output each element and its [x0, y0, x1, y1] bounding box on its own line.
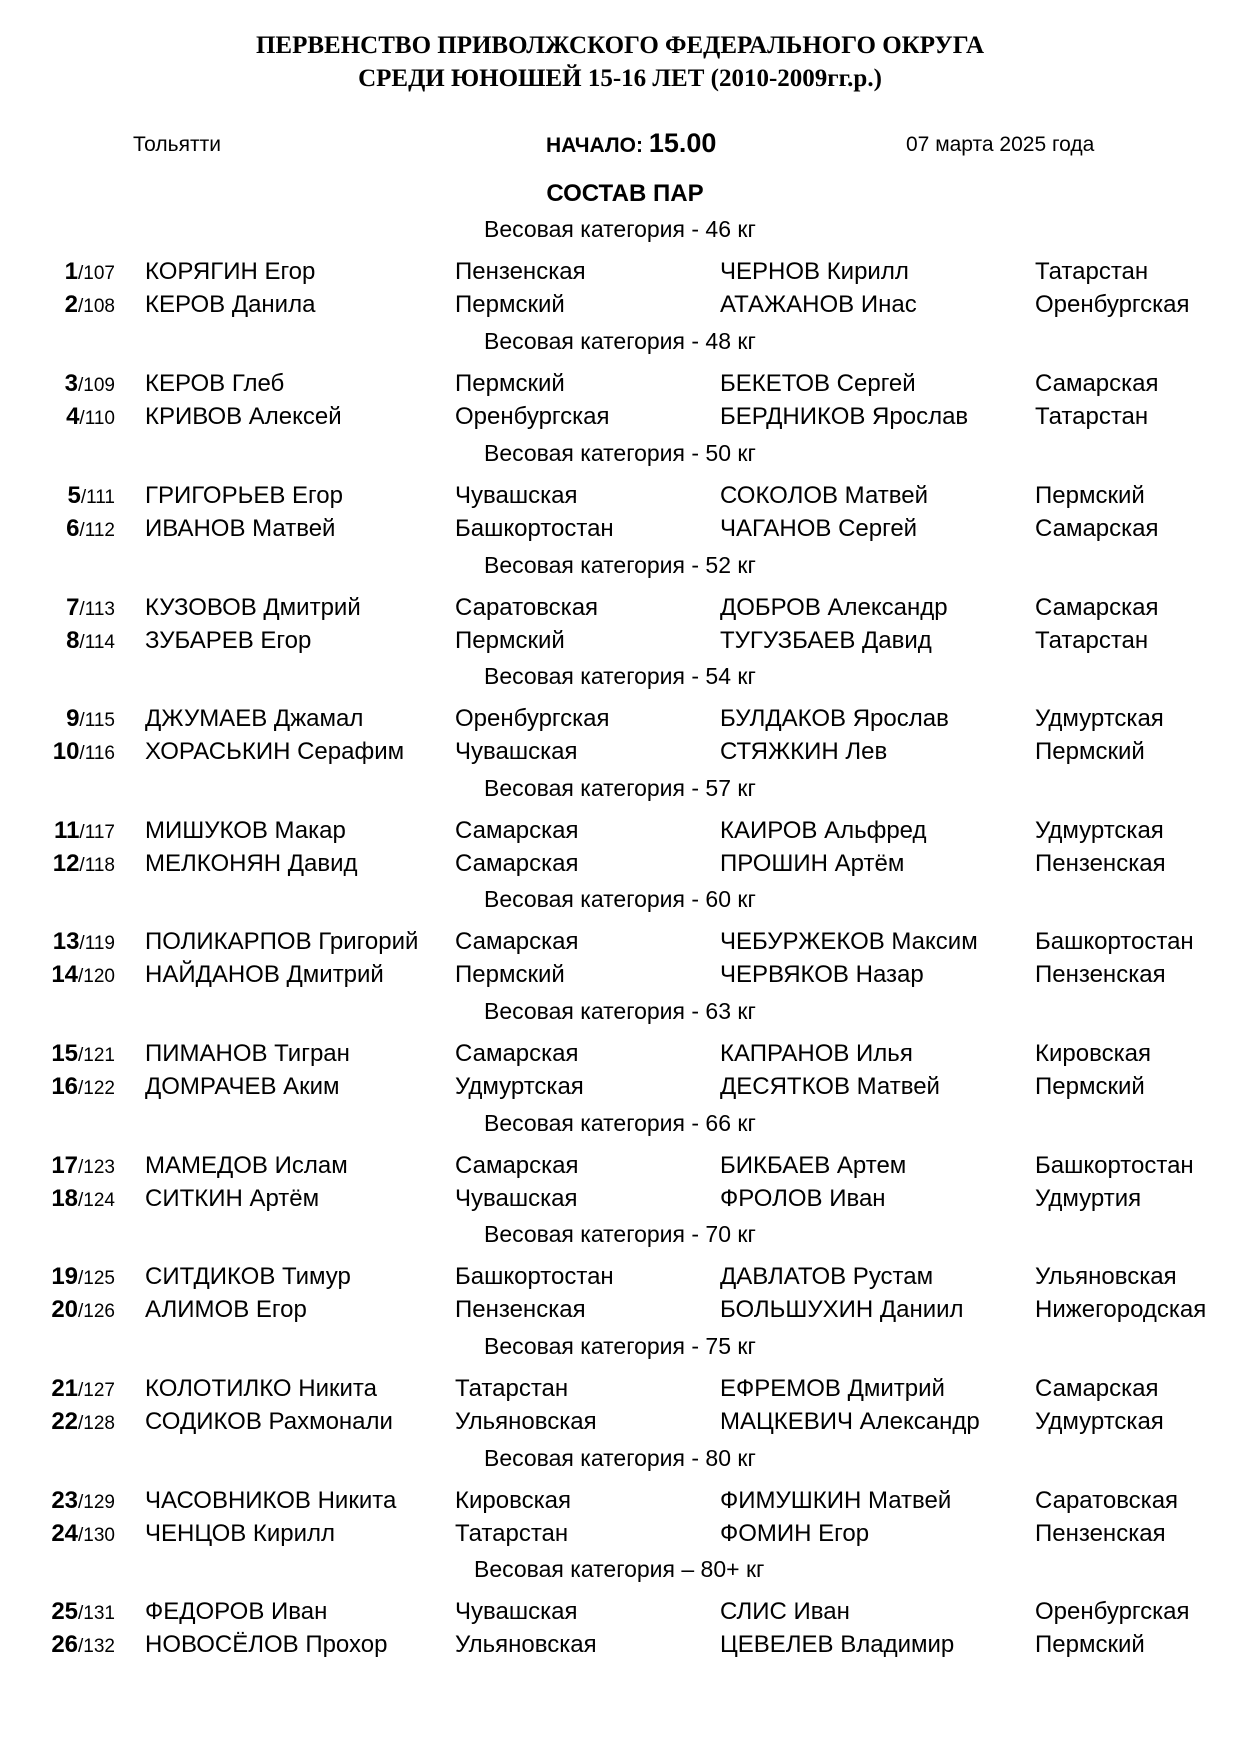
athlete-2-region: Самарская: [1035, 515, 1159, 542]
pair-index: 17: [51, 1152, 79, 1179]
athlete-2-name: ТУГУЗБАЕВ Давид: [720, 627, 932, 654]
pair-row: [0, 1038, 1240, 1070]
weight-category-label: Весовая категория - 52 кг: [484, 552, 756, 578]
athlete-1-name: ДЖУМАЕВ Джамал: [145, 705, 364, 732]
bout-code: /124: [78, 1190, 115, 1211]
pair-row: [0, 926, 1240, 958]
athlete-2-region: Самарская: [1035, 1375, 1159, 1402]
athlete-2-region: Удмуртская: [1035, 1408, 1164, 1435]
athlete-1-region: Татарстан: [455, 1520, 569, 1547]
pair-index: 7: [66, 594, 80, 621]
athlete-2-name: ЧАГАНОВ Сергей: [720, 515, 918, 542]
athlete-2-region: Саратовская: [1035, 1487, 1179, 1514]
athlete-2-name: КАПРАНОВ Илья: [720, 1040, 913, 1067]
pair-row: [0, 1294, 1240, 1326]
start-time: [546, 128, 716, 159]
pair-index: 4: [66, 403, 80, 430]
pair-number: [51, 959, 115, 993]
pair-number: [51, 1261, 115, 1295]
athlete-2-region: Нижегородская: [1035, 1296, 1207, 1323]
pair-number: [67, 480, 115, 514]
weight-category-label: Весовая категория - 75 кг: [484, 1333, 756, 1359]
weight-category-label: Весовая категория - 70 кг: [484, 1221, 756, 1247]
pair-row: [0, 625, 1240, 657]
bout-code: /116: [79, 743, 115, 764]
pair-index: 12: [52, 850, 80, 877]
athlete-1-name: ХОРАСЬКИН Серафим: [145, 738, 405, 765]
pair-number: [53, 926, 115, 960]
athlete-2-name: БЕРДНИКОВ Ярослав: [720, 403, 969, 430]
pair-index: 21: [51, 1375, 79, 1402]
athlete-1-name: ФЕДОРОВ Иван: [145, 1598, 328, 1625]
pair-row: [0, 1596, 1240, 1628]
pair-index: 22: [51, 1408, 79, 1435]
athlete-1-region: Пермский: [455, 627, 565, 654]
athlete-2-name: АТАЖАНОВ Инас: [720, 291, 917, 318]
athlete-1-region: Пензенская: [455, 1296, 586, 1323]
pair-index: 23: [51, 1487, 79, 1514]
pair-row: [0, 289, 1240, 321]
bout-code: /112: [79, 520, 115, 541]
pair-row: [0, 1071, 1240, 1103]
athlete-2-name: ДАВЛАТОВ Рустам: [720, 1263, 934, 1290]
athlete-1-name: НОВОСЁЛОВ Прохор: [145, 1631, 388, 1658]
athlete-2-region: Оренбургская: [1035, 291, 1190, 318]
athlete-2-region: Кировская: [1035, 1040, 1151, 1067]
athlete-1-region: Кировская: [455, 1487, 571, 1514]
pair-index: 3: [64, 370, 79, 397]
pair-index: 16: [51, 1073, 79, 1100]
pair-row: [0, 368, 1240, 400]
athlete-1-name: ГРИГОРЬЕВ Егор: [145, 482, 343, 509]
weight-category-label: Весовая категория - 66 кг: [484, 1110, 756, 1136]
pair-number: [53, 848, 115, 882]
bout-code: /114: [79, 632, 115, 653]
bout-code: /131: [78, 1603, 115, 1624]
pair-number: [51, 1294, 115, 1328]
bout-code: /117: [79, 822, 115, 843]
athlete-2-region: Пензенская: [1035, 1520, 1166, 1547]
athlete-1-region: Пермский: [455, 291, 565, 318]
pair-number: [51, 1071, 115, 1105]
pair-number: [51, 1485, 115, 1519]
athlete-1-name: КРИВОВ Алексей: [145, 403, 342, 430]
pair-number: [66, 513, 115, 547]
athlete-1-region: Оренбургская: [455, 403, 610, 430]
athlete-2-region: Удмуртская: [1035, 705, 1164, 732]
pair-number: [51, 1596, 115, 1630]
pair-row: [0, 736, 1240, 768]
city: Тольятти: [133, 133, 221, 156]
athlete-2-region: Ульяновская: [1035, 1263, 1177, 1290]
athlete-2-region: Пермский: [1035, 482, 1145, 509]
athlete-2-name: БУЛДАКОВ Ярослав: [720, 705, 949, 732]
athlete-1-name: КОРЯГИН Егор: [145, 258, 316, 285]
athlete-1-region: Самарская: [455, 850, 579, 877]
pair-index: 15: [51, 1040, 79, 1067]
bout-code: /109: [78, 375, 115, 396]
athlete-2-region: Пермский: [1035, 738, 1145, 765]
athlete-2-name: БОЛЬШУХИН Даниил: [720, 1296, 964, 1323]
athlete-1-region: Чувашская: [455, 738, 578, 765]
bout-code: /118: [79, 855, 115, 876]
athlete-1-region: Пермский: [455, 370, 565, 397]
bout-code: /130: [78, 1525, 115, 1546]
pair-number: [51, 1183, 115, 1217]
pair-index: 11: [54, 817, 80, 844]
pair-number: [53, 736, 115, 770]
athlete-1-region: Башкортостан: [455, 515, 614, 542]
pair-row: [0, 592, 1240, 624]
pair-number: [66, 592, 115, 626]
athlete-2-region: Башкортостан: [1035, 928, 1194, 955]
athlete-2-name: ЕФРЕМОВ Дмитрий: [720, 1375, 945, 1402]
bout-code: /110: [79, 408, 115, 429]
athlete-1-region: Башкортостан: [455, 1263, 614, 1290]
weight-category-label: Весовая категория - 57 кг: [484, 775, 756, 801]
pair-number: [51, 1406, 115, 1440]
athlete-2-region: Пермский: [1035, 1073, 1145, 1100]
athlete-2-region: Самарская: [1035, 594, 1159, 621]
athlete-2-region: Татарстан: [1035, 403, 1149, 430]
athlete-1-name: ЗУБАРЕВ Егор: [145, 627, 312, 654]
athlete-2-region: Пензенская: [1035, 850, 1166, 877]
athlete-1-name: ЧАСОВНИКОВ Никита: [145, 1487, 397, 1514]
pair-row: [0, 1150, 1240, 1182]
pair-index: 25: [51, 1598, 79, 1625]
start-label: НАЧАЛО:: [546, 134, 643, 157]
athlete-2-region: Самарская: [1035, 370, 1159, 397]
bout-code: /125: [78, 1268, 115, 1289]
pair-number: [66, 625, 115, 659]
athlete-2-region: Татарстан: [1035, 627, 1149, 654]
athlete-1-name: ДОМРАЧЕВ Аким: [145, 1073, 340, 1100]
pair-row: [0, 1406, 1240, 1438]
athlete-1-region: Ульяновская: [455, 1631, 597, 1658]
athlete-1-name: КЕРОВ Данила: [145, 291, 316, 318]
pair-index: 24: [51, 1520, 79, 1547]
athlete-2-name: ПРОШИН Артём: [720, 850, 905, 877]
weight-category-label: Весовая категория – 80+ кг: [474, 1556, 765, 1582]
bout-code: /121: [78, 1045, 115, 1066]
pair-row: [0, 1485, 1240, 1517]
pair-index: 19: [51, 1263, 79, 1290]
athlete-1-region: Самарская: [455, 1152, 579, 1179]
pair-number: [65, 289, 115, 323]
pair-row: [0, 1518, 1240, 1550]
pair-row: [0, 256, 1240, 288]
athlete-2-name: БИКБАЕВ Артем: [720, 1152, 907, 1179]
pair-row: [0, 815, 1240, 847]
bout-code: /107: [78, 263, 115, 284]
pair-index: 13: [52, 928, 80, 955]
athlete-2-name: МАЦКЕВИЧ Александр: [720, 1408, 980, 1435]
athlete-1-region: Пензенская: [455, 258, 586, 285]
pair-index: 26: [51, 1631, 79, 1658]
athlete-2-name: БЕКЕТОВ Сергей: [720, 370, 916, 397]
athlete-1-region: Чувашская: [455, 1598, 578, 1625]
athlete-1-region: Чувашская: [455, 1185, 578, 1212]
pair-row: [0, 1261, 1240, 1293]
athlete-1-region: Самарская: [455, 817, 579, 844]
athlete-1-name: ПОЛИКАРПОВ Григорий: [145, 928, 419, 955]
athlete-1-name: ЧЕНЦОВ Кирилл: [145, 1520, 336, 1547]
athlete-1-name: КЕРОВ Глеб: [145, 370, 285, 397]
weight-category-label: Весовая категория - 80 кг: [484, 1445, 756, 1471]
athlete-2-region: Оренбургская: [1035, 1598, 1190, 1625]
athlete-1-region: Пермский: [455, 961, 565, 988]
athlete-1-name: КОЛОТИЛКО Никита: [145, 1375, 377, 1402]
section-heading: СОСТАВ ПАР: [546, 180, 704, 207]
pair-row: [0, 480, 1240, 512]
athlete-2-region: Татарстан: [1035, 258, 1149, 285]
bout-code: /119: [79, 933, 115, 954]
athlete-2-name: ЧЕБУРЖЕКОВ Максим: [720, 928, 978, 955]
bout-code: /132: [78, 1636, 115, 1657]
pair-row: [0, 1183, 1240, 1215]
pair-number: [65, 368, 115, 402]
bout-code: /108: [78, 296, 115, 317]
pair-row: [0, 959, 1240, 991]
athlete-2-name: ЦЕВЕЛЕВ Владимир: [720, 1631, 955, 1658]
pair-index: 6: [66, 515, 80, 542]
athlete-1-name: НАЙДАНОВ Дмитрий: [145, 961, 384, 988]
athlete-2-name: ДЕСЯТКОВ Матвей: [720, 1073, 940, 1100]
pair-row: [0, 513, 1240, 545]
athlete-1-region: Самарская: [455, 928, 579, 955]
athlete-1-name: МАМЕДОВ Ислам: [145, 1152, 348, 1179]
pair-row: [0, 1373, 1240, 1405]
pair-number: [54, 815, 115, 849]
bout-code: /128: [78, 1413, 115, 1434]
weight-category-label: Весовая категория - 54 кг: [484, 663, 756, 689]
athlete-2-name: СТЯЖКИН Лев: [720, 738, 888, 765]
athlete-2-name: ЧЕРНОВ Кирилл: [720, 258, 909, 285]
bout-code: /120: [78, 966, 115, 987]
athlete-1-name: СИТКИН Артём: [145, 1185, 320, 1212]
athlete-1-region: Ульяновская: [455, 1408, 597, 1435]
bout-code: /115: [79, 710, 115, 731]
pair-index: 5: [67, 482, 81, 509]
athlete-2-name: ЧЕРВЯКОВ Назар: [720, 961, 924, 988]
date: 07 марта 2025 года: [906, 133, 1095, 156]
bout-code: /122: [78, 1078, 115, 1099]
pair-row: [0, 401, 1240, 433]
bout-code: /129: [78, 1492, 115, 1513]
pair-index: 8: [66, 627, 80, 654]
athlete-2-region: Пермский: [1035, 1631, 1145, 1658]
pair-index: 10: [52, 738, 80, 765]
athlete-2-name: ФРОЛОВ Иван: [720, 1185, 886, 1212]
athlete-1-name: МЕЛКОНЯН Давид: [145, 850, 358, 877]
athlete-1-region: Чувашская: [455, 482, 578, 509]
athlete-1-name: СОДИКОВ Рахмонали: [145, 1408, 393, 1435]
athlete-2-name: КАИРОВ Альфред: [720, 817, 927, 844]
weight-category-label: Весовая категория - 48 кг: [484, 328, 756, 354]
bout-code: /113: [79, 599, 115, 620]
pair-row: [0, 703, 1240, 735]
athlete-2-region: Удмуртия: [1035, 1185, 1142, 1212]
document-title: ПЕРВЕНСТВО ПРИВОЛЖСКОГО ФЕДЕРАЛЬНОГО ОКРУГА: [255, 32, 984, 59]
pair-row: [0, 1629, 1240, 1661]
athlete-2-region: Башкортостан: [1035, 1152, 1194, 1179]
bout-code: /126: [78, 1301, 115, 1322]
athlete-1-name: КУЗОВОВ Дмитрий: [145, 594, 361, 621]
weight-category-label: Весовая категория - 63 кг: [484, 998, 756, 1024]
athlete-2-name: ФОМИН Егор: [720, 1520, 870, 1547]
athlete-2-region: Пензенская: [1035, 961, 1166, 988]
athlete-1-name: ПИМАНОВ Тигран: [145, 1040, 350, 1067]
pair-index: 9: [66, 705, 80, 732]
pair-index: 20: [51, 1296, 79, 1323]
athlete-1-region: Самарская: [455, 1040, 579, 1067]
athlete-1-region: Татарстан: [455, 1375, 569, 1402]
pair-row: [0, 848, 1240, 880]
weight-category-label: Весовая категория - 50 кг: [484, 440, 756, 466]
athlete-2-name: СЛИС Иван: [720, 1598, 850, 1625]
bout-code: /127: [78, 1380, 115, 1401]
pair-number: [66, 401, 115, 435]
pair-index: 18: [51, 1185, 79, 1212]
pair-index: 2: [64, 291, 79, 318]
pair-number: [51, 1518, 115, 1552]
athlete-2-name: ФИМУШКИН Матвей: [720, 1487, 952, 1514]
pair-number: [51, 1373, 115, 1407]
start-value: 15.00: [648, 128, 717, 158]
weight-category-label: Весовая категория - 46 кг: [484, 216, 756, 242]
athlete-1-region: Удмуртская: [455, 1073, 584, 1100]
pair-index: 1: [64, 258, 79, 285]
document-subtitle: СРЕДИ ЮНОШЕЙ 15-16 ЛЕТ (2010-2009гг.р.): [358, 65, 882, 92]
athlete-1-name: СИТДИКОВ Тимур: [145, 1263, 351, 1290]
athlete-2-name: ДОБРОВ Александр: [720, 594, 948, 621]
bout-code: /123: [78, 1157, 115, 1178]
pair-number: [51, 1629, 115, 1663]
athlete-1-name: МИШУКОВ Макар: [145, 817, 346, 844]
pair-number: [51, 1150, 115, 1184]
athlete-2-name: СОКОЛОВ Матвей: [720, 482, 928, 509]
weight-category-label: Весовая категория - 60 кг: [484, 886, 756, 912]
athlete-1-region: Саратовская: [455, 594, 599, 621]
pair-number: [66, 703, 115, 737]
pair-number: [65, 256, 115, 290]
pair-number: [51, 1038, 115, 1072]
pair-index: 14: [51, 961, 79, 988]
athlete-1-name: АЛИМОВ Егор: [145, 1296, 307, 1323]
bout-code: /111: [80, 487, 115, 508]
athlete-1-region: Оренбургская: [455, 705, 610, 732]
athlete-2-region: Удмуртская: [1035, 817, 1164, 844]
athlete-1-name: ИВАНОВ Матвей: [145, 515, 336, 542]
